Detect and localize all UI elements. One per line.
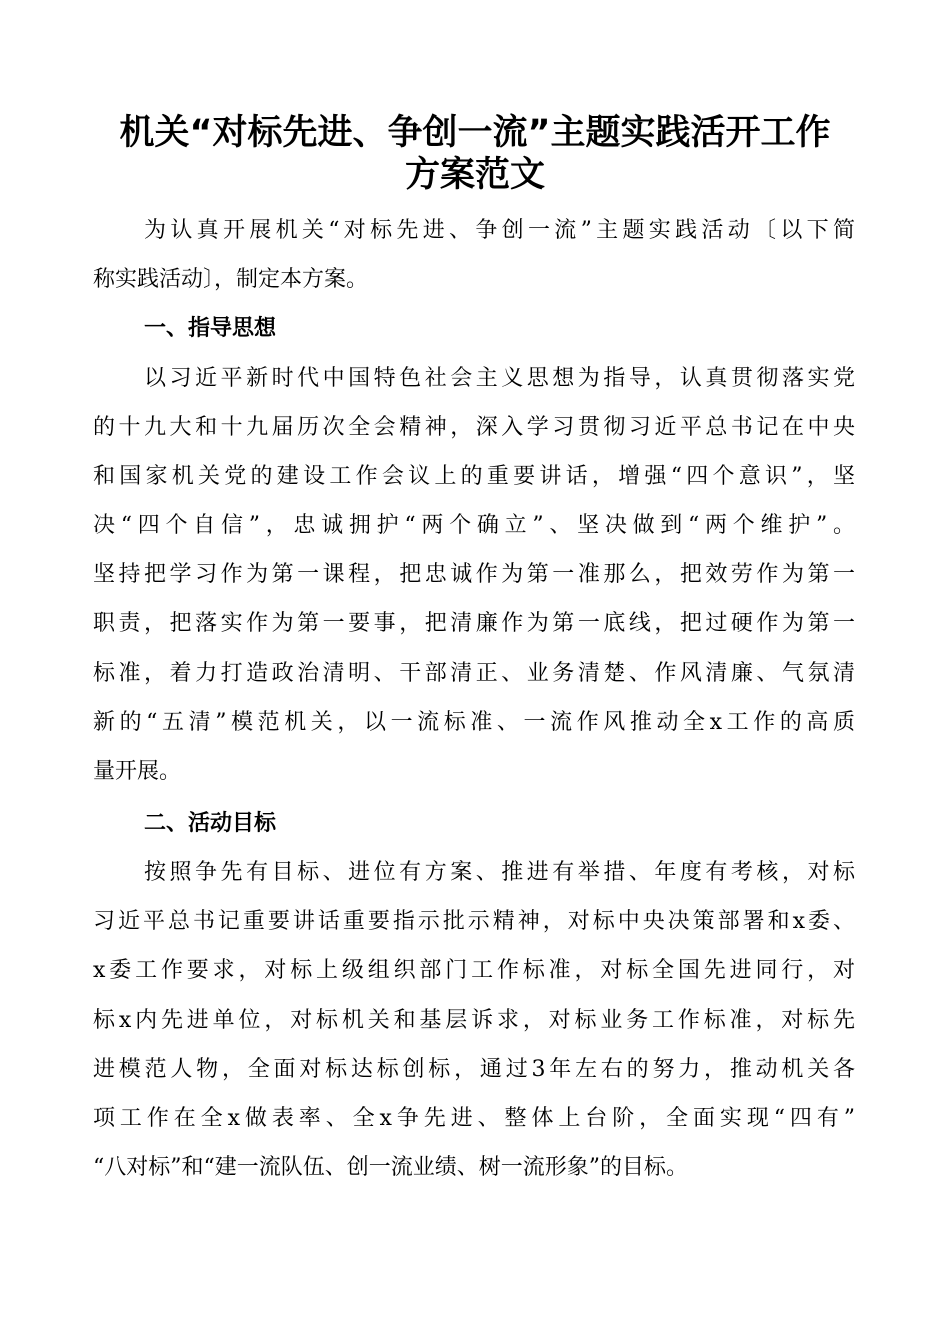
paragraph-line: “八对标”和“建一流队伍、创一流业绩、树一流形象”的目标。 [93,1155,688,1180]
paragraph-line: 职责，把落实作为第一要事，把清廉作为第一底线，把过硬作为第一 [93,611,855,636]
section-heading-guiding-thought: 一、指导思想 [144,316,277,341]
paragraph-line: 项工作在全x做表率、全x争先进、整体上台阶，全面实现“四有” [93,1106,855,1131]
paragraph-line: 新的“五清”模范机关，以一流标准、一流作风推动全x工作的高质 [93,710,855,735]
paragraph-line: 以习近平新时代中国特色社会主义思想为指导，认真贯彻落实党 [144,366,855,391]
paragraph-line: 按照争先有目标、进位有方案、推进有举措、年度有考核，对标 [144,860,855,885]
section-heading-activity-goals: 二、活动目标 [144,811,277,836]
paragraph-line: 标x内先进单位，对标机关和基层诉求，对标业务工作标准，对标先 [93,1008,855,1033]
intro-line: 为认真开展机关“对标先进、争创一流”主题实践活动〔以下简 [144,218,855,243]
paragraph-line: x委工作要求，对标上级组织部门工作标准，对标全国先进同行，对 [93,958,855,983]
intro-line: 称实践活动〕，制定本方案。 [93,267,369,292]
document-title-line-2: 方案范文 [404,155,545,195]
paragraph-line: 进模范人物，全面对标达标创标，通过3年左右的努力，推动机关各 [93,1057,855,1082]
paragraph-line: 坚持把学习作为第一课程，把忠诚作为第一准那么，把效劳作为第一 [93,562,855,587]
paragraph-line: 和国家机关党的建设工作会议上的重要讲话，增强“四个意识”，坚 [93,464,855,489]
paragraph-line: 标准，着力打造政治清明、干部清正、业务清楚、作风清廉、气氛清 [93,661,855,686]
document-title-line-1: 机关“对标先进、争创一流”主题实践活开工作 [119,113,831,153]
paragraph-line: 的十九大和十九届历次全会精神，深入学习贯彻习近平总书记在中央 [93,415,855,440]
paragraph-line: 习近平总书记重要讲话重要指示批示精神，对标中央决策部署和x委、 [93,909,855,934]
paragraph-line: 决“四个自信”，忠诚拥护“两个确立”、坚决做到“两个维护”。 [93,513,855,538]
paragraph-line: 量开展。 [93,759,182,784]
